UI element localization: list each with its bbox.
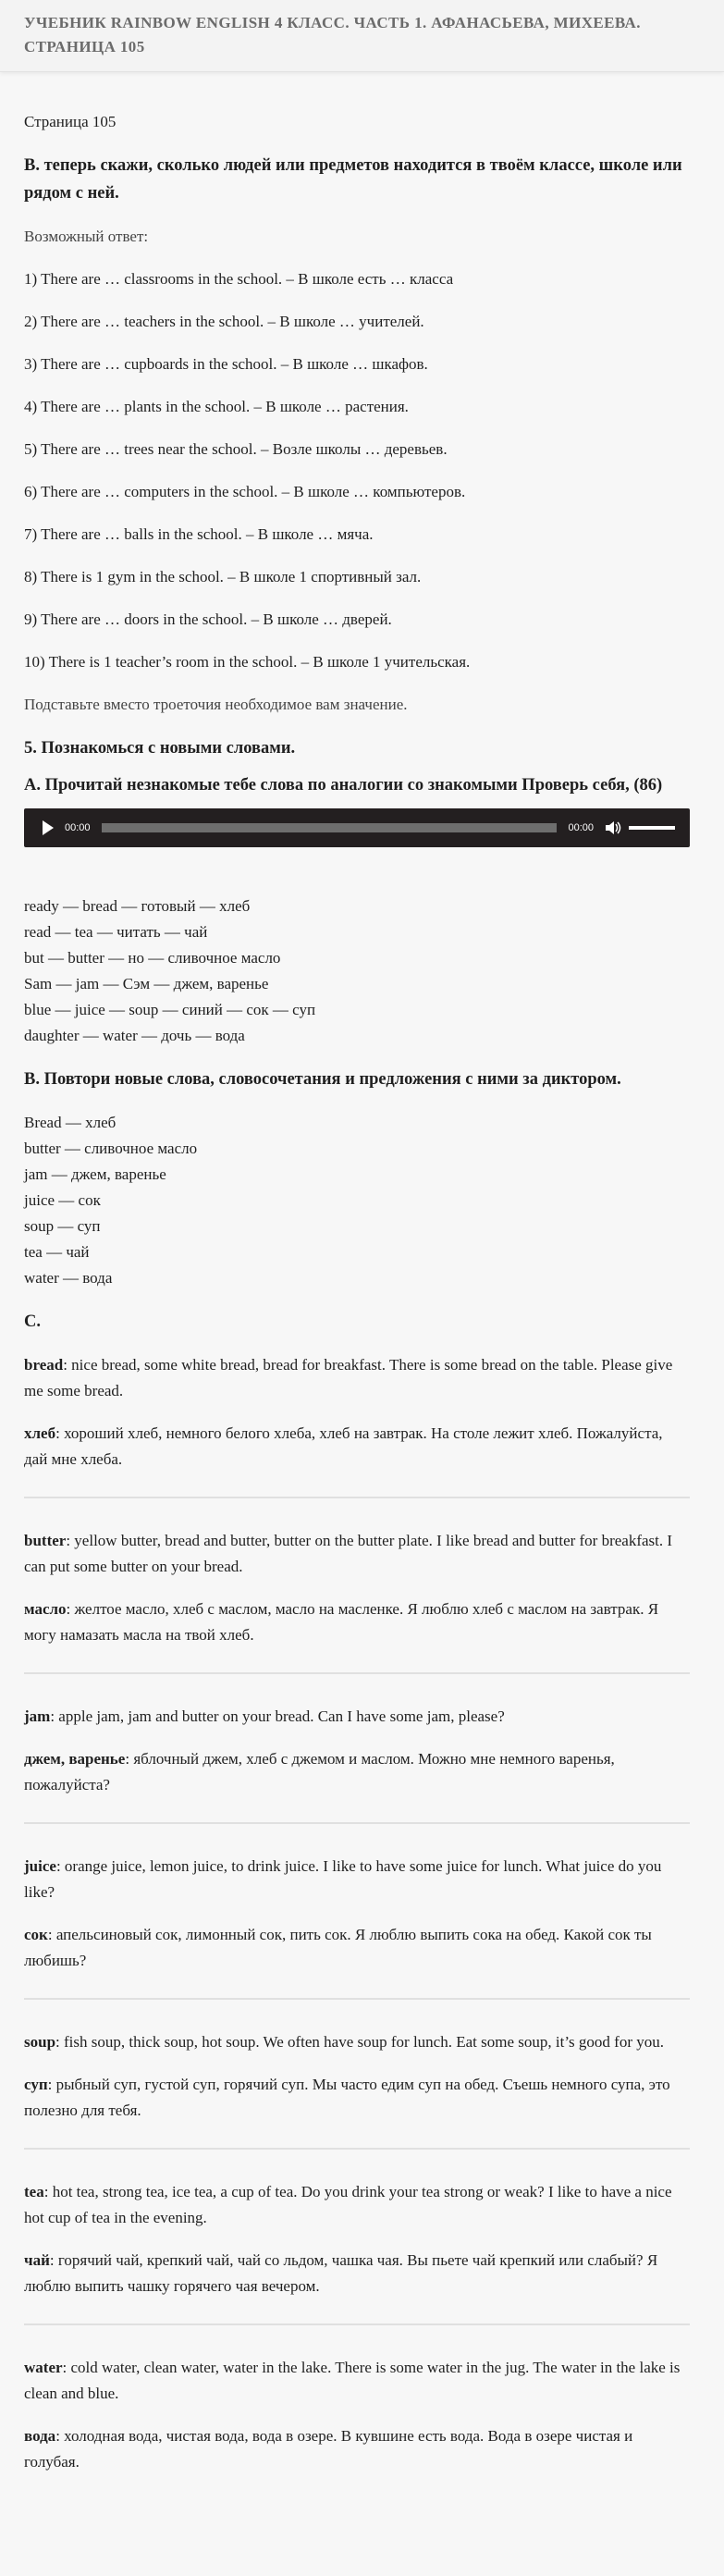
answer-item: 8) There is 1 gym in the school. – В школе 1 спортивный зал. xyxy=(24,568,422,585)
english-word: water xyxy=(24,2359,63,2376)
english-word: butter xyxy=(24,1532,67,1549)
russian-word: сок xyxy=(24,1926,48,1943)
analogy-line: ready — bread — готовый — хлеб xyxy=(24,897,251,915)
analogy-line: daughter — water — дочь — вода xyxy=(24,1027,245,1044)
english-definition xyxy=(24,2355,690,2407)
task5a-heading: А. Прочитай незнакомые тебе слова по аналогии со знакомыми Проверь себя, (86) xyxy=(24,776,663,795)
english-word: bread xyxy=(24,1356,64,1374)
russian-definition xyxy=(24,2248,690,2299)
russian-text: : рыбный суп, густой суп, горячий суп. Мы часто едим суп на обед. Съешь немного супа, это полезно для тебя. xyxy=(24,2076,670,2119)
task5c-heading: C. xyxy=(24,1313,41,1331)
word-entry-bread xyxy=(24,1352,690,1473)
english-text: : hot tea, strong tea, ice tea, a cup of tea. Do you drink your tea strong or weak? I like to have a nice hot cup of tea in the evening. xyxy=(24,2183,672,2226)
page-title: УЧЕБНИК RAINBOW ENGLISH 4 КЛАСС. ЧАСТЬ 1. АФАНАСЬЕВА, МИХЕЕВА. СТРАНИЦА 105 xyxy=(24,14,641,55)
word-entry-juice xyxy=(24,1854,690,1974)
english-text: : fish soup, thick soup, hot soup. We often have soup for lunch. Eat some soup, it’s good for you. xyxy=(55,2033,664,2051)
russian-text: : горячий чай, крепкий чай, чай со льдом, чашка чая. Вы пьете чай крепкий или слабый? Я люблю выпить чашку горячего чая вечером. xyxy=(24,2251,658,2295)
english-definition xyxy=(24,1528,690,1580)
page-label: Страница 105 xyxy=(24,113,117,130)
russian-word: чай xyxy=(24,2251,50,2269)
vocab-line: soup — суп xyxy=(24,1217,101,1235)
audio-progress-track[interactable] xyxy=(102,823,558,832)
analogy-line: blue — juice — soup — синий — сок — суп xyxy=(24,1001,316,1018)
vocab-line: water — вода xyxy=(24,1269,113,1287)
answer-item: 1) There are … classrooms in the school. – В школе есть … класса xyxy=(24,270,454,288)
english-text: : cold water, clean water, water in the lake. There is some water in the jug. The water in the lake is clean and blue. xyxy=(24,2359,681,2402)
word-entry-tea xyxy=(24,2179,690,2299)
vocab-line: butter — сливочное масло xyxy=(24,1140,198,1157)
article-body xyxy=(0,72,724,2475)
russian-definition xyxy=(24,2423,690,2475)
english-definition xyxy=(24,2029,690,2055)
russian-text: : хороший хлеб, немного белого хлеба, хлеб на завтрак. На столе лежит хлеб. Пожалуйста, дай мне хлеба. xyxy=(24,1424,663,1468)
english-definition xyxy=(24,1352,690,1404)
english-text: : orange juice, lemon juice, to drink juice. I like to have some juice for lunch. What juice do you like? xyxy=(24,1857,662,1901)
vocab-line: jam — джем, варенье xyxy=(24,1165,166,1183)
russian-text: : желтое масло, хлеб с маслом, масло на масленке. Я люблю хлеб с маслом на завтрак. Я могу намазать масла на твой хлеб. xyxy=(24,1600,659,1644)
divider xyxy=(24,2148,690,2150)
volume-slider[interactable] xyxy=(629,826,675,830)
russian-word: хлеб xyxy=(24,1424,56,1442)
english-word: tea xyxy=(24,2183,44,2200)
english-text: : apple jam, jam and butter on your bread. Can I have some jam, please? xyxy=(50,1707,505,1725)
answer-item: 4) There are … plants in the school. – В школе … растения. xyxy=(24,398,409,415)
russian-definition xyxy=(24,2072,690,2124)
divider xyxy=(24,1497,690,1498)
vocab-line: Bread — хлеб xyxy=(24,1114,117,1131)
english-word: juice xyxy=(24,1857,56,1875)
english-definition xyxy=(24,2179,690,2231)
audio-player xyxy=(24,808,690,847)
english-word: jam xyxy=(24,1707,51,1725)
task5-heading: 5. Познакомься с новыми словами. xyxy=(24,739,296,758)
word-entry-soup xyxy=(24,2029,690,2124)
play-icon[interactable] xyxy=(43,820,54,835)
answer-list xyxy=(24,266,690,675)
word-entry-jam xyxy=(24,1704,690,1798)
russian-text: : холодная вода, чистая вода, вода в озере. В кувшине есть вода. Вода в озере чистая и голубая. xyxy=(24,2427,633,2471)
english-text: : yellow butter, bread and butter, butter on the butter plate. I like bread and butter for breakfast. I can put some butter on your bread. xyxy=(24,1532,673,1575)
english-definition xyxy=(24,1704,690,1730)
russian-definition xyxy=(24,1746,690,1798)
russian-word: суп xyxy=(24,2076,48,2093)
answer-item: 7) There are … balls in the school. – В школе … мяча. xyxy=(24,525,374,543)
substitute-note: Подставьте вместо троеточия необходимое вам значение. xyxy=(24,696,408,713)
vocab-line: tea — чай xyxy=(24,1243,90,1261)
vocab-list xyxy=(24,1110,690,1291)
analogy-line: read — tea — читать — чай xyxy=(24,923,208,941)
word-entry-butter xyxy=(24,1528,690,1648)
answer-item: 10) There is 1 teacher’s room in the school. – В школе 1 учительская. xyxy=(24,653,471,671)
russian-word: джем, варенье xyxy=(24,1750,126,1768)
audio-current-time: 00:00 xyxy=(65,822,91,833)
vocab-line: juice — сок xyxy=(24,1191,101,1209)
audio-duration: 00:00 xyxy=(568,822,594,833)
russian-text: : апельсиновый сок, лимонный сок, пить сок. Я люблю выпить сока на обед. Какой сок ты любишь? xyxy=(24,1926,652,1969)
russian-word: вода xyxy=(24,2427,56,2445)
english-text: : nice bread, some white bread, bread for breakfast. There is some bread on the table. Please give me some bread. xyxy=(24,1356,673,1399)
analogy-line: but — butter — но — сливочное масло xyxy=(24,949,281,967)
russian-word: масло xyxy=(24,1600,67,1618)
russian-definition xyxy=(24,1922,690,1974)
divider xyxy=(24,1998,690,2000)
russian-text: : яблочный джем, хлеб с джемом и маслом. Можно мне немного варенья, пожалуйста? xyxy=(24,1750,615,1793)
possible-answer-label: Возможный ответ: xyxy=(24,228,149,245)
page-header xyxy=(0,0,724,72)
english-word: soup xyxy=(24,2033,56,2051)
answer-item: 6) There are … computers in the school. – В школе … компьютеров. xyxy=(24,483,466,500)
answer-item: 9) There are … doors in the school. – В школе … дверей. xyxy=(24,610,392,628)
answer-item: 5) There are … trees near the school. – Возле школы … деревьев. xyxy=(24,440,448,458)
answer-item: 2) There are … teachers in the school. – В школе … учителей. xyxy=(24,313,424,330)
divider xyxy=(24,1822,690,1824)
analogy-list xyxy=(24,894,690,1049)
russian-definition xyxy=(24,1421,690,1473)
english-definition xyxy=(24,1854,690,1905)
divider xyxy=(24,1672,690,1674)
volume-icon[interactable] xyxy=(605,820,621,835)
divider xyxy=(24,2323,690,2325)
task5b-heading: В. Повтори новые слова, словосочетания и предложения с ними за диктором. xyxy=(24,1070,621,1089)
russian-definition xyxy=(24,1596,690,1648)
analogy-line: Sam — jam — Сэм — джем, варенье xyxy=(24,975,269,992)
word-entry-water xyxy=(24,2355,690,2475)
answer-item: 3) There are … cupboards in the school. – В школе … шкафов. xyxy=(24,355,428,373)
task-b-heading: В. теперь скажи, сколько людей или предметов находится в твоём классе, школе или рядом с ней. xyxy=(24,156,682,203)
